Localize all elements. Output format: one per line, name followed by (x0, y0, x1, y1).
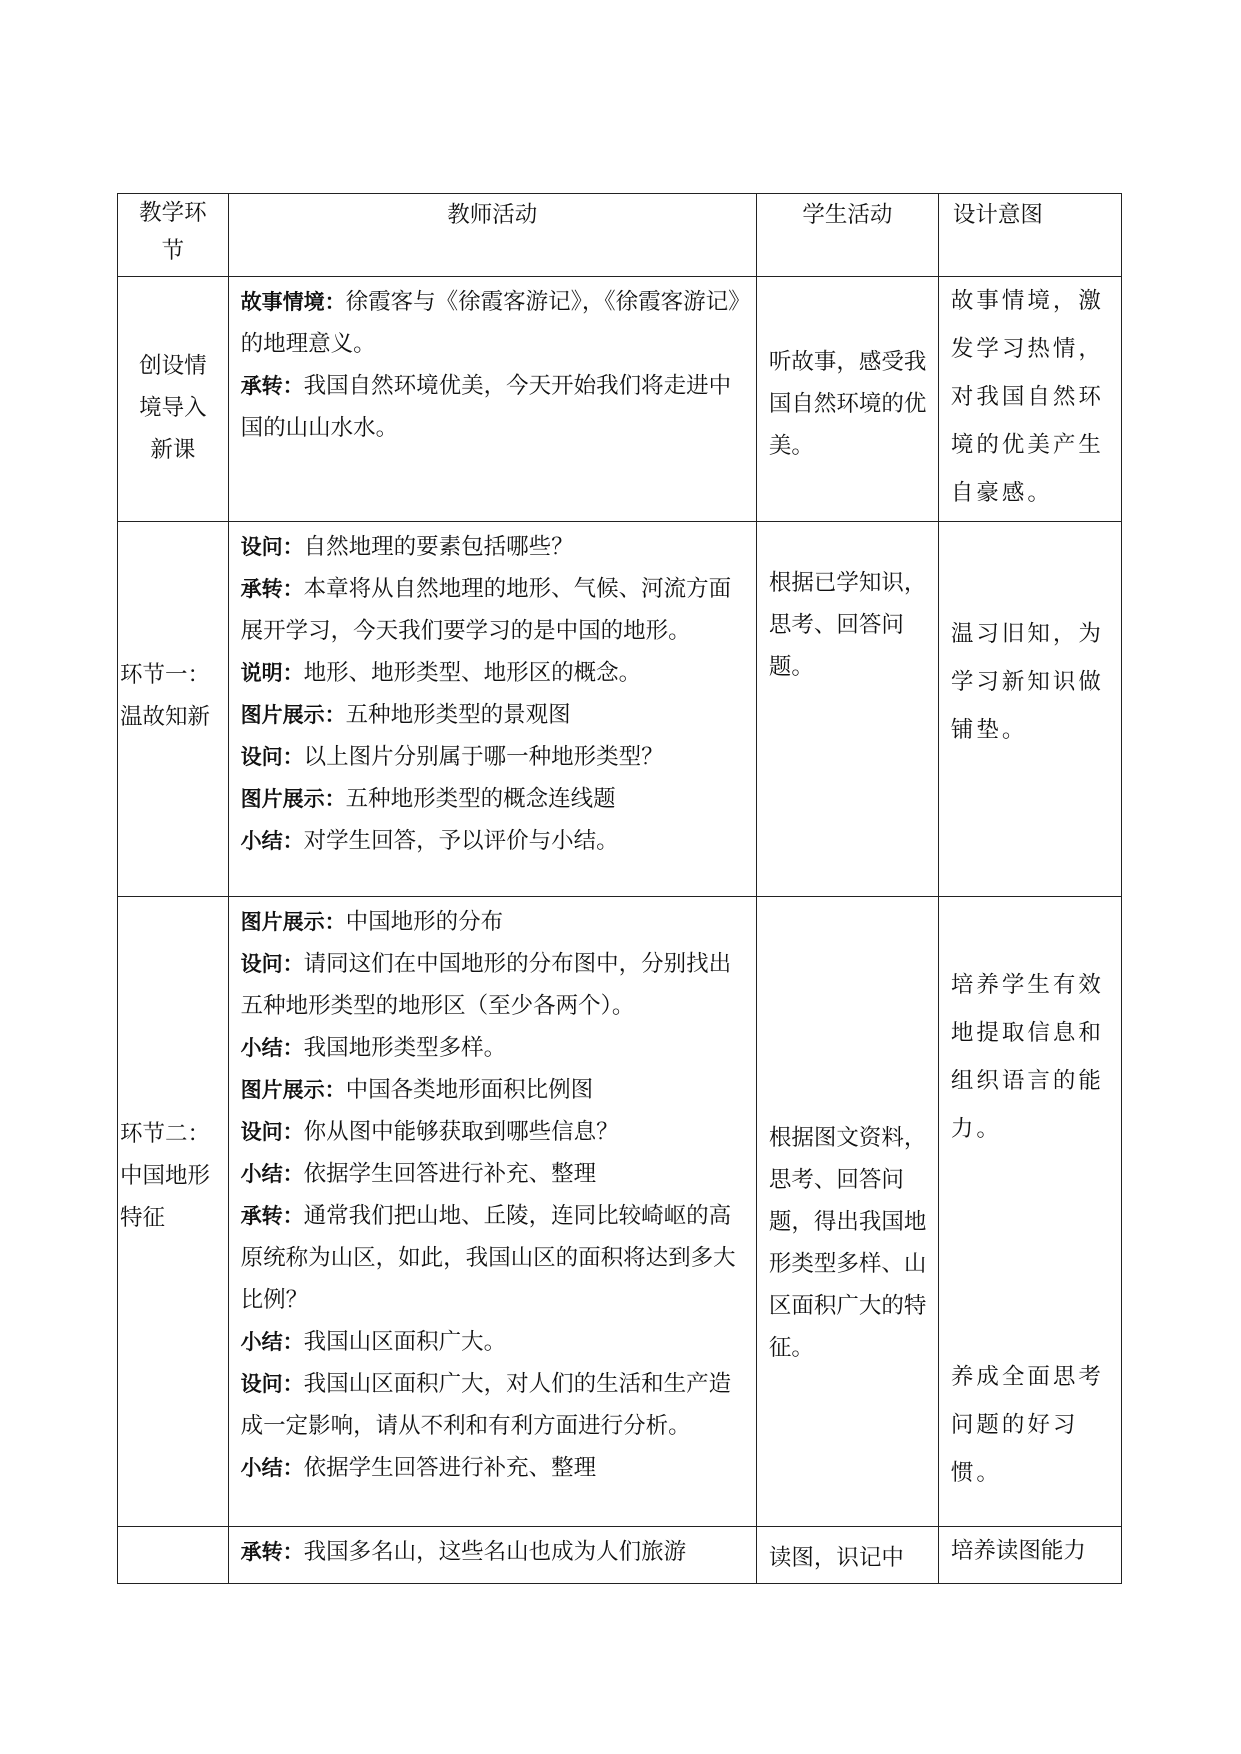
teacher-line (241, 1447, 746, 1489)
teacher-text: 徐霞客与《徐霞客游记》，《徐霞客游记》的地理意义。 (240, 289, 740, 357)
header-stage (118, 194, 229, 277)
teacher-line (241, 820, 746, 862)
teacher-label: 小结： (240, 1330, 304, 1354)
teacher-label: 小结： (240, 1162, 304, 1186)
teacher-text: 本章将从自然地理的地形、气候、河流方面展开学习，今天我们要学习的是中国的地形。 (240, 576, 732, 644)
teacher-text: 我国山区面积广大，对人们的生活和生产造成一定影响，请从不利和有利方面进行分析。 (240, 1371, 732, 1439)
intent-cell (938, 1527, 1121, 1584)
header-intent-text: 设计意图 (952, 202, 1043, 228)
student-cell (756, 522, 938, 897)
teacher-label: 说明： (240, 661, 304, 685)
teacher-label: 设问： (240, 745, 304, 769)
header-stage-text: 教学环节 (139, 200, 207, 264)
table-row (118, 522, 1122, 897)
teacher-label: 承转： (240, 1540, 304, 1564)
teacher-line (241, 943, 746, 1027)
teacher-label: 设问： (240, 1120, 304, 1144)
stage-cell (118, 1527, 229, 1584)
teacher-line (241, 1153, 746, 1195)
teacher-line (241, 568, 746, 652)
teacher-cell (228, 277, 756, 522)
intent-cell (938, 897, 1121, 1527)
teacher-label: 图片展示： (240, 703, 346, 727)
teacher-label: 故事情境： (240, 290, 346, 314)
teacher-line (241, 778, 746, 820)
teacher-label: 设问： (240, 535, 304, 559)
teacher-text: 五种地形类型的概念连线题 (345, 786, 616, 812)
teacher-line (241, 1531, 746, 1573)
table-row (118, 897, 1122, 1527)
student-text: 听故事，感受我国自然环境的优美。 (768, 349, 927, 459)
intent-text-2: 养成全面思考问题的好习惯。 (950, 1364, 1104, 1486)
teacher-text: 我国地形类型多样。 (303, 1035, 507, 1061)
student-cell (756, 277, 938, 522)
teacher-text: 通常我们把山地、丘陵，连同比较崎岖的高原统称为山区，如此，我国山区的面积将达到多大比例？ (240, 1203, 736, 1313)
teacher-line (241, 652, 746, 694)
teacher-text: 地形、地形类型、地形区的概念。 (303, 660, 642, 686)
teacher-text: 中国地形的分布 (345, 909, 504, 935)
teacher-text: 你从图中能够获取到哪些信息？ (303, 1119, 619, 1145)
stage-text: 创设情境导入新课 (139, 353, 207, 463)
intent-cell (938, 522, 1121, 897)
teacher-text: 依据学生回答进行补充、整理 (303, 1455, 597, 1481)
teacher-line (241, 1321, 746, 1363)
student-cell (756, 1527, 938, 1584)
student-text: 读图，识记中 (768, 1545, 904, 1571)
table-row (118, 277, 1122, 522)
teacher-text: 依据学生回答进行补充、整理 (303, 1161, 597, 1187)
intent-text: 故事情境，激发学习热情，对我国自然环境的优美产生自豪感。 (950, 288, 1104, 506)
teacher-line (241, 901, 746, 943)
teacher-label: 承转： (240, 577, 304, 601)
student-cell (756, 897, 938, 1527)
teacher-line (241, 1363, 746, 1447)
teacher-line (241, 526, 746, 568)
teacher-line (241, 365, 746, 449)
teacher-text: 中国各类地形面积比例图 (345, 1077, 594, 1103)
teacher-label: 小结： (240, 1456, 304, 1480)
stage-text: 环节一：温故知新 (120, 662, 211, 730)
header-intent (938, 194, 1121, 277)
header-teacher (228, 194, 756, 277)
student-text: 根据已学知识，思考、回答问题。 (768, 570, 927, 680)
teacher-label: 图片展示： (240, 1078, 346, 1102)
teacher-line (241, 1069, 746, 1111)
teacher-line (241, 736, 746, 778)
stage-cell (118, 522, 229, 897)
header-teacher-text: 教师活动 (447, 202, 538, 228)
stage-cell (118, 897, 229, 1527)
teacher-line (241, 1027, 746, 1069)
teacher-label: 小结： (240, 1036, 304, 1060)
teacher-label: 承转： (240, 374, 304, 398)
teacher-cell (228, 1527, 756, 1584)
intent-cell (938, 277, 1121, 522)
teacher-text: 五种地形类型的景观图 (345, 702, 571, 728)
teacher-line (241, 281, 746, 365)
teacher-text: 请同这们在中国地形的分布图中，分别找出五种地形类型的地形区（至少各两个）。 (240, 951, 732, 1019)
teacher-label: 设问： (240, 1372, 304, 1396)
teacher-label: 设问： (240, 952, 304, 976)
intent-text: 培养学生有效地提取信息和组织语言的能力。 (950, 972, 1104, 1142)
stage-cell (118, 277, 229, 522)
teacher-cell (228, 522, 756, 897)
intent-text: 培养读图能力 (950, 1538, 1086, 1564)
teacher-label: 承转： (240, 1204, 304, 1228)
teacher-cell (228, 897, 756, 1527)
lesson-plan-table (117, 193, 1122, 1584)
teacher-line (241, 1111, 746, 1153)
teacher-label: 图片展示： (240, 910, 346, 934)
student-text: 根据图文资料，思考、回答问题，得出我国地形类型多样、山区面积广大的特征。 (768, 1125, 927, 1361)
teacher-text: 以上图片分别属于哪一种地形类型？ (303, 744, 664, 770)
teacher-label: 小结： (240, 829, 304, 853)
teacher-text: 对学生回答，予以评价与小结。 (303, 828, 619, 854)
teacher-text: 自然地理的要素包括哪些？ (303, 534, 574, 560)
teacher-text: 我国多名山，这些名山也成为人们旅游 (303, 1539, 687, 1565)
table-row (118, 1527, 1122, 1584)
table-header-row (118, 194, 1122, 277)
intent-text: 温习旧知，为学习新知识做铺垫。 (950, 621, 1104, 743)
teacher-text: 我国山区面积广大。 (303, 1329, 507, 1355)
teacher-line (241, 694, 746, 736)
header-student-text: 学生活动 (802, 202, 893, 228)
teacher-line (241, 1195, 746, 1321)
teacher-text: 我国自然环境优美，今天开始我们将走进中国的山山水水。 (240, 373, 732, 441)
teacher-label: 图片展示： (240, 787, 346, 811)
header-student (756, 194, 938, 277)
stage-text: 环节二：中国地形特征 (120, 1121, 211, 1231)
